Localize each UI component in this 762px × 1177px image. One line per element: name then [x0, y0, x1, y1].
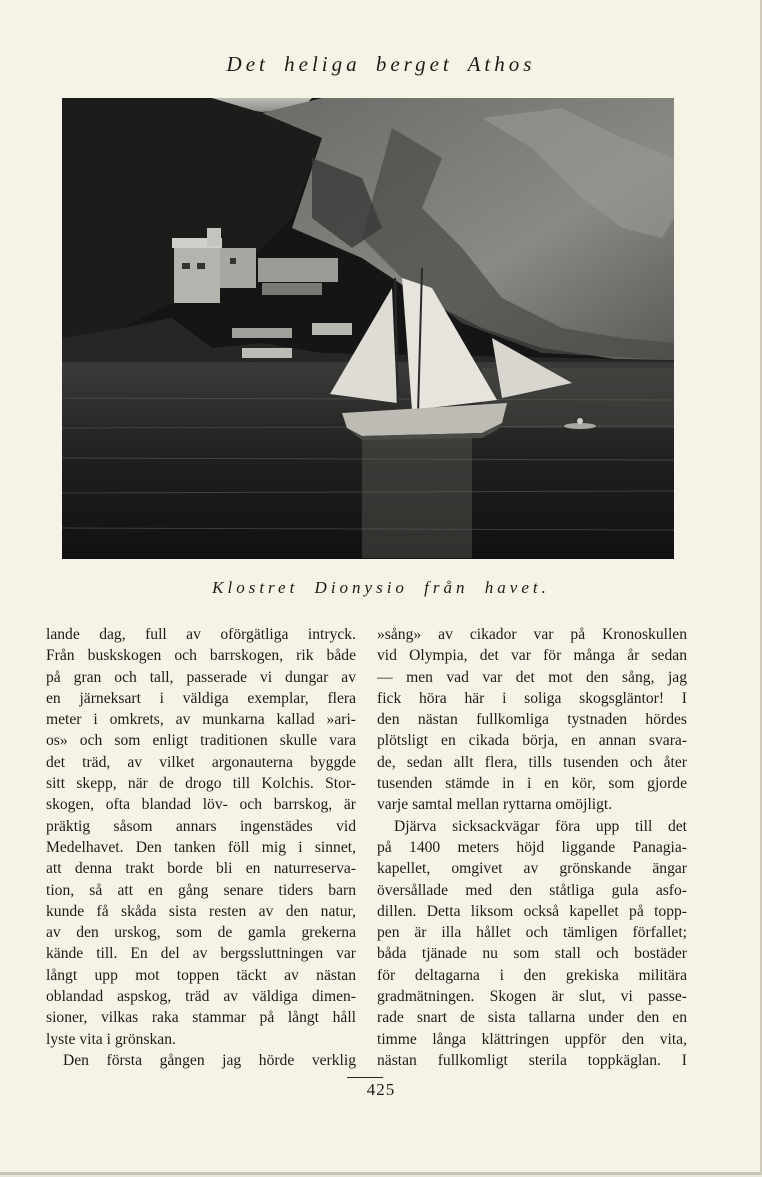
page-number: 425 [366, 1080, 396, 1099]
text-line: os» och som enligt traditionen skulle vara [46, 732, 356, 750]
text-line: gradmätningen. Skogen är slut, vi passe- [377, 988, 687, 1006]
text-line: översållade med den ståtliga gula asfo- [377, 881, 687, 899]
text-line: präktig såsom annars ingenstädes vid [46, 817, 356, 835]
text-line: plötsligt en cikada börja, en annan svara- [377, 732, 687, 750]
text-line: sioner, vilkas raka stammar på långt håll [46, 1009, 356, 1027]
text-line: kunde få skåda sista resten av den natur, [46, 902, 356, 920]
text-line: nästan fullkomligt sterila toppkäglan. I [377, 1051, 687, 1069]
text-line: Från buskskogen och barrskogen, rik både [46, 647, 356, 665]
text-line: lyste vita i grönskan. [46, 1030, 176, 1048]
text-line: av den urskog, som de gamla grekerna [46, 924, 356, 942]
text-line: timme långa klättringen uppför den vita, [377, 1030, 687, 1048]
text-line: skogen, ofta blandad löv- och barrskog, är [46, 796, 356, 814]
text-line: Den första gången jag hörde verklig [63, 1051, 356, 1069]
text-line: lande dag, full av oförgätliga intryck. [46, 626, 356, 643]
text-line: meter i omkrets, av munkarna kallad »ari- [46, 711, 356, 729]
text-line: »sång» av cikador var på Kronoskullen [377, 626, 687, 643]
text-line: båda tjänade nu som stall och bostäder [377, 945, 687, 963]
text-line: att denna trakt borde bli en naturreserva- [46, 860, 356, 878]
text-line: pen är illa hållet och tämligen förfallet; [377, 924, 687, 942]
photo-monastery-from-sea [62, 98, 674, 559]
text-line: — men vad var det mot den sång, jag [377, 668, 687, 686]
text-line: Djärva sicksackvägar föra upp till det [394, 817, 687, 835]
photo-caption: Klostret Dionysio från havet. [212, 578, 550, 597]
text-line: för deltagarna i den grekiska militära [377, 966, 687, 984]
text-line: på 1400 meters höjd liggande Panagia- [377, 838, 687, 856]
text-line: kände till. En del av bergssluttningen var [46, 945, 356, 963]
text-line: kapellet, omgivet av grönskande ängar [377, 860, 687, 878]
text-line: dillen. Detta liksom också kapellet på topp- [377, 902, 687, 920]
text-line: tusenden stämde in i en kör, som gjorde [377, 775, 687, 793]
text-line: långt upp mot toppen täckt av nästan [46, 966, 356, 984]
text-line: tion, så att en gång senare tiders barn [46, 881, 356, 899]
text-line: den nästan fullkomliga tystnaden hördes [377, 711, 687, 729]
page-number-rule [347, 1077, 383, 1078]
text-line: vid Olympia, det var för många år sedan [377, 647, 687, 665]
text-line: de, sedan allt flera, tills tusenden och åter [377, 753, 687, 771]
photo-monastery-sailboat-icon [62, 98, 674, 559]
text-line: fick höra här i soliga skogsgläntor! I [377, 689, 687, 707]
text-line: oblandad aspskog, träd av väldiga dimen- [46, 988, 356, 1006]
text-line: det träd, av vilket argonauterna byggde [46, 753, 356, 771]
text-column-right [377, 624, 687, 1071]
text-line: varje samtal mellan ryttarna omöjligt. [377, 796, 613, 814]
text-line: sitt skepp, när de drogo till Kolchis. Stor- [46, 775, 356, 793]
text-line: rade snart de sista tallarna under den en [377, 1009, 687, 1027]
text-line: en järneksart i väldiga exemplar, flera [46, 689, 356, 707]
running-head: Det heliga berget Athos [226, 52, 536, 76]
text-line: Medelhavet. Den tanken föll mig i sinnet, [46, 838, 356, 856]
text-line: på gran och tall, passerade vi dungar av [46, 668, 356, 686]
text-column-left [46, 624, 356, 1071]
